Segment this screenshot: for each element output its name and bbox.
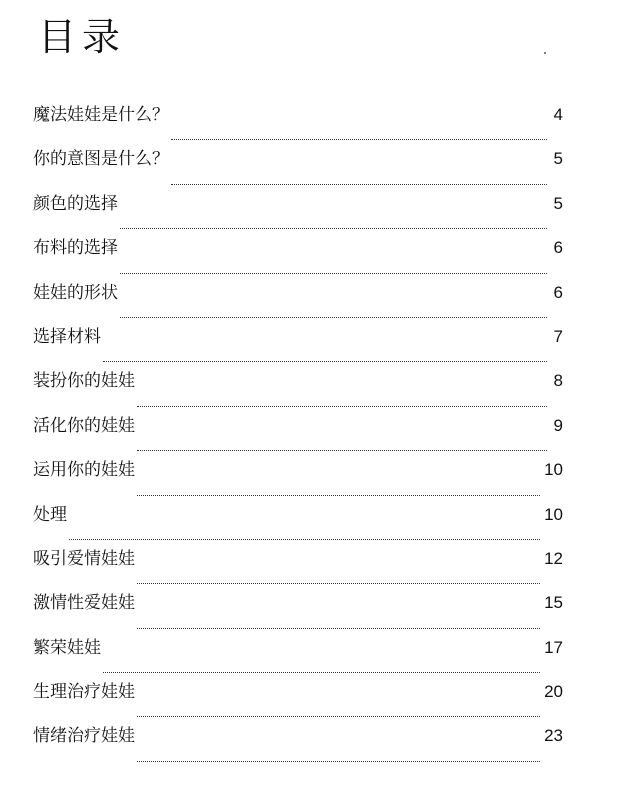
- toc-entry-label: 你的意图是什么？: [33, 149, 169, 170]
- toc-entry[interactable]: [33, 498, 563, 542]
- toc-entry[interactable]: [33, 364, 563, 408]
- toc-entry-label: 装扮你的娃娃: [33, 371, 135, 392]
- dot-leader: [137, 628, 540, 629]
- toc-entry-label: 激情性爱娃娃: [33, 593, 135, 614]
- toc-entry-label: 运用你的娃娃: [33, 460, 135, 481]
- toc-entry[interactable]: [33, 675, 563, 719]
- toc-entry-page: 5: [553, 149, 563, 169]
- dot-leader: [120, 228, 547, 229]
- toc-entry[interactable]: [33, 276, 563, 320]
- toc-entry[interactable]: [33, 98, 563, 142]
- toc-entry-page: 5: [553, 193, 563, 213]
- dot-leader: [137, 716, 540, 717]
- toc-entry[interactable]: [33, 142, 563, 186]
- dot-leader: [103, 672, 540, 673]
- toc-entry-label: 繁荣娃娃: [33, 637, 101, 658]
- toc-entry-page: 4: [553, 105, 563, 124]
- toc-entry-page: 15: [544, 593, 563, 613]
- scan-speck: [544, 52, 546, 54]
- dot-leader: [137, 406, 547, 407]
- toc-entry-page: 12: [544, 548, 563, 568]
- toc-entry[interactable]: [33, 719, 563, 763]
- toc-entry-page: 20: [544, 682, 563, 702]
- toc-entry-label: 魔法娃娃是什么？: [33, 105, 169, 125]
- toc-entry-page: 17: [544, 637, 563, 657]
- dot-leader: [120, 273, 547, 274]
- toc-entry[interactable]: [33, 631, 563, 675]
- dot-leader: [137, 450, 547, 451]
- toc-entry-page: 8: [553, 371, 563, 391]
- toc-entry-page: 10: [544, 504, 563, 524]
- toc-entry-label: 娃娃的形状: [33, 282, 118, 303]
- toc-entry[interactable]: [33, 187, 563, 231]
- toc-entry[interactable]: [33, 542, 563, 586]
- toc-entry-page: 7: [553, 326, 563, 346]
- toc-entry-label: 选择材料: [33, 326, 101, 347]
- toc-entry[interactable]: [33, 320, 563, 364]
- toc-entry-page: 10: [544, 460, 563, 480]
- dot-leader: [103, 361, 547, 362]
- page-title: 目录: [38, 15, 127, 59]
- toc-entry-label: 处理: [33, 504, 67, 525]
- toc-entry[interactable]: [33, 586, 563, 630]
- dot-leader: [137, 583, 540, 584]
- dot-leader: [137, 495, 540, 496]
- toc-entry[interactable]: [33, 409, 563, 453]
- toc-entry-label: 吸引爱情娃娃: [33, 548, 135, 569]
- toc-entry-page: 6: [553, 238, 563, 258]
- toc-entry-page: 6: [553, 282, 563, 302]
- toc-entry[interactable]: [33, 453, 563, 497]
- toc-list: [33, 98, 563, 764]
- toc-entry-label: 生理治疗娃娃: [33, 682, 135, 703]
- toc-entry-label: 颜色的选择: [33, 193, 118, 214]
- dot-leader: [137, 761, 540, 762]
- toc-entry-page: 23: [544, 726, 563, 746]
- toc-entry-label: 情绪治疗娃娃: [33, 726, 135, 747]
- toc-entry[interactable]: [33, 231, 563, 275]
- dot-leader: [120, 317, 547, 318]
- toc-entry-label: 布料的选择: [33, 238, 118, 259]
- dot-leader: [69, 539, 540, 540]
- toc-entry-page: 9: [553, 415, 563, 435]
- toc-entry-label: 活化你的娃娃: [33, 415, 135, 436]
- dot-leader: [171, 139, 547, 140]
- dot-leader: [171, 184, 547, 185]
